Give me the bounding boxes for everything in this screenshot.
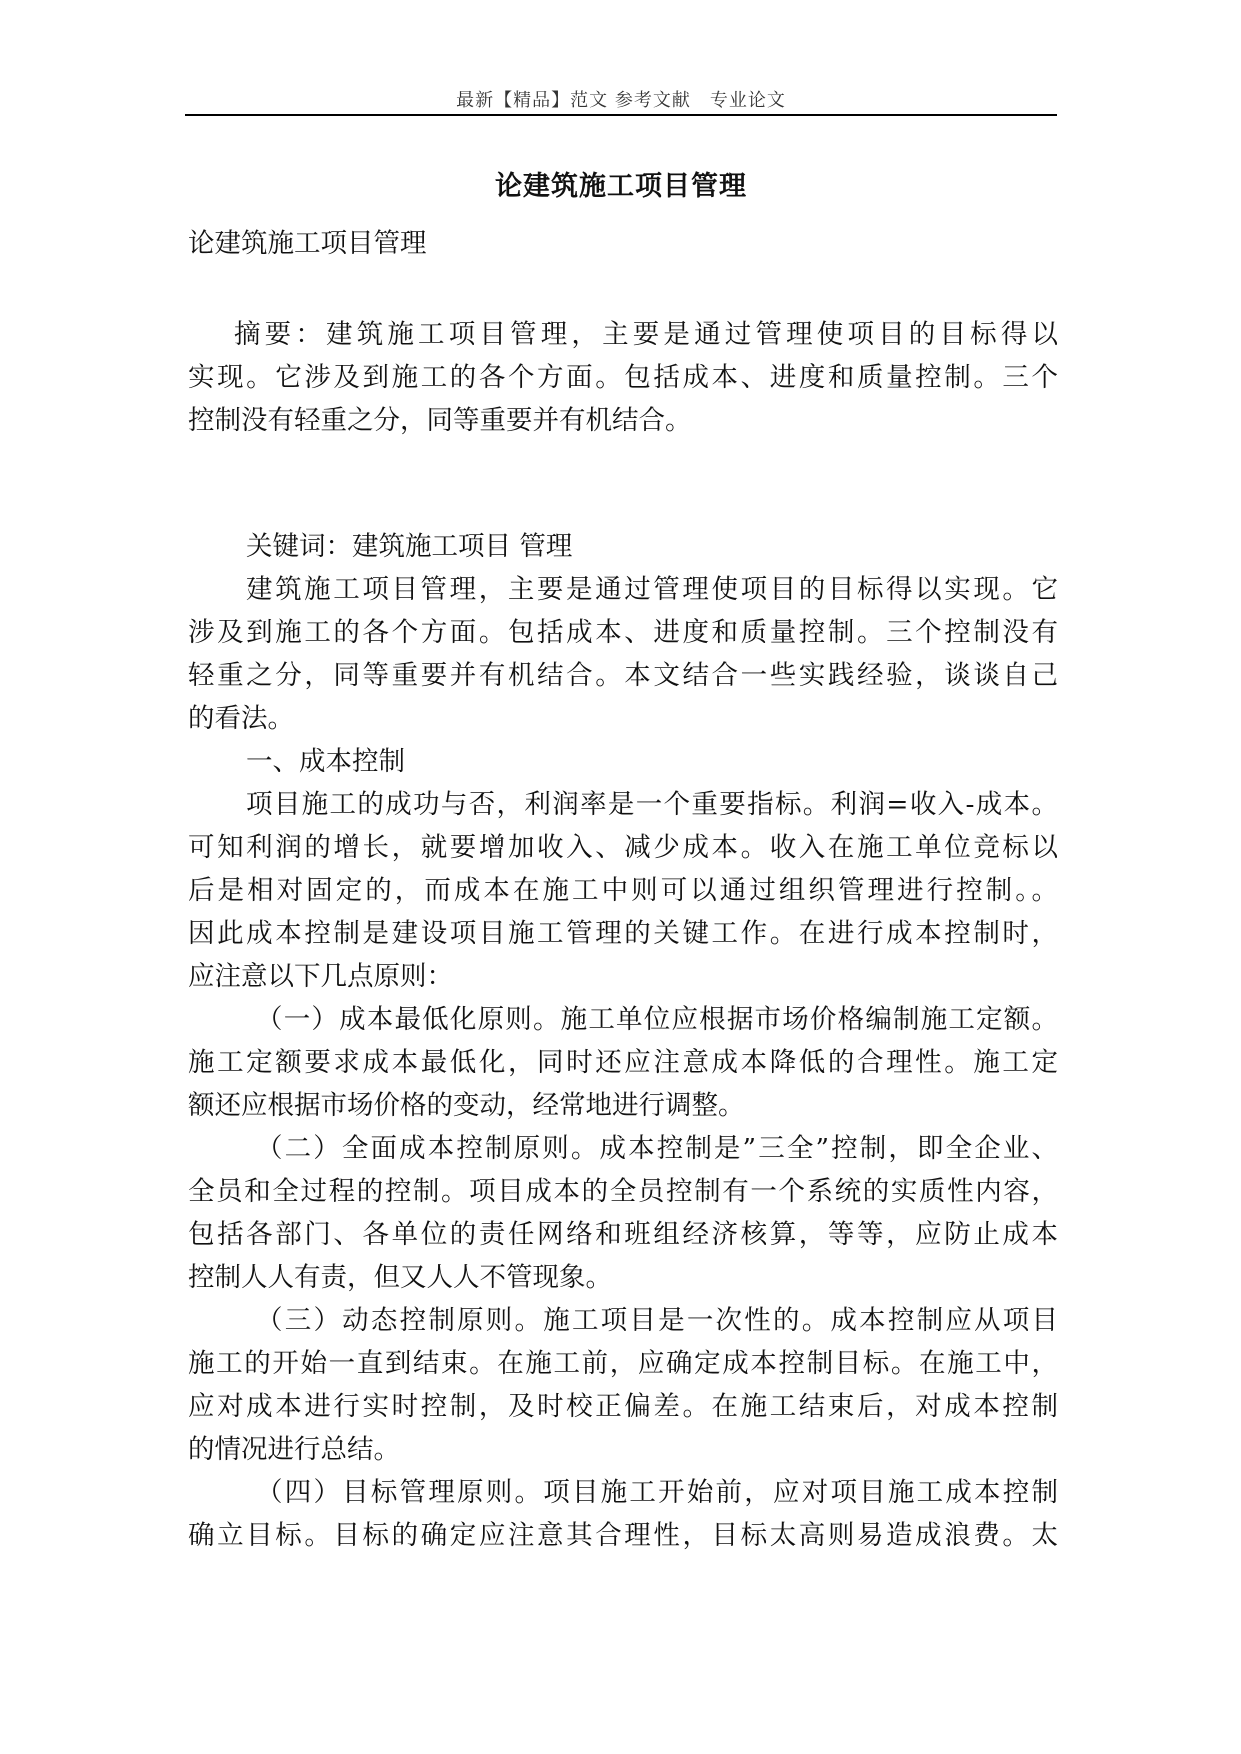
intro-line: 建筑施工项目管理，主要是通过管理使项目的目标得以实现。它 [246, 574, 1058, 605]
spacer [188, 442, 1058, 488]
intro-line: 的看法。 [188, 703, 294, 734]
keywords-line: 关键词：建筑施工项目 管理 [246, 531, 573, 562]
abstract-line: 摘要：建筑施工项目管理，主要是通过管理使项目的目标得以 [234, 319, 1058, 350]
subtitle: 论建筑施工项目管理 [188, 228, 427, 259]
section1-line: 因此成本控制是建设项目施工管理的关键工作。在进行成本控制时， [188, 918, 1058, 949]
section1-line: 后是相对固定的，而成本在施工中则可以通过组织管理进行控制。。 [188, 875, 1058, 906]
principle1-line: （一）成本最低化原则。施工单位应根据市场价格编制施工定额。 [256, 1004, 1058, 1035]
section1-paragraph [188, 783, 1058, 998]
principle2-line: 包括各部门、各单位的责任网络和班组经济核算，等等，应防止成本 [188, 1219, 1058, 1250]
page-header: 最新【精品】范文 参考文献 专业论文 [456, 90, 786, 111]
header-divider [185, 114, 1057, 116]
principle2-paragraph [188, 1127, 1058, 1299]
spacer [188, 265, 1058, 313]
document-body [188, 222, 1058, 1557]
intro-paragraph [188, 568, 1058, 740]
section1-line: 项目施工的成功与否，利润率是一个重要指标。利润=收入-成本。 [246, 789, 1058, 820]
principle2-line: 全员和全过程的控制。项目成本的全员控制有一个系统的实质性内容， [188, 1176, 1058, 1207]
abstract-line: 实现。它涉及到施工的各个方面。包括成本、进度和质量控制。三个 [188, 362, 1058, 393]
principle2-line: （二）全面成本控制原则。成本控制是”三全”控制，即全企业、 [256, 1133, 1058, 1164]
principle4-line: （四）目标管理原则。项目施工开始前，应对项目施工成本控制 [256, 1477, 1058, 1508]
abstract-line: 控制没有轻重之分，同等重要并有机结合。 [188, 405, 692, 436]
principle2-line: 控制人人有责，但又人人不管现象。 [188, 1262, 612, 1293]
section-heading: 一、成本控制 [246, 746, 405, 777]
section1-line: 可知利润的增长，就要增加收入、减少成本。收入在施工单位竞标以 [188, 832, 1058, 863]
section1-line: 应注意以下几点原则： [188, 961, 453, 992]
document-title: 论建筑施工项目管理 [495, 171, 747, 202]
principle1-line: 施工定额要求成本最低化，同时还应注意成本降低的合理性。施工定 [188, 1047, 1058, 1078]
principle3-line: 施工的开始一直到结束。在施工前，应确定成本控制目标。在施工中， [188, 1348, 1058, 1379]
principle3-line: 的情况进行总结。 [188, 1434, 400, 1465]
principle4-paragraph [188, 1471, 1058, 1557]
spacer [188, 488, 1058, 525]
principle1-line: 额还应根据市场价格的变动，经常地进行调整。 [188, 1090, 745, 1121]
principle4-line: 确立目标。目标的确定应注意其合理性，目标太高则易造成浪费。太 [188, 1520, 1058, 1551]
principle3-line: 应对成本进行实时控制，及时校正偏差。在施工结束后，对成本控制 [188, 1391, 1058, 1422]
abstract-paragraph [188, 313, 1058, 442]
intro-line: 轻重之分，同等重要并有机结合。本文结合一些实践经验，谈谈自己 [188, 660, 1058, 691]
principle3-paragraph [188, 1299, 1058, 1471]
principle1-paragraph [188, 998, 1058, 1127]
intro-line: 涉及到施工的各个方面。包括成本、进度和质量控制。三个控制没有 [188, 617, 1058, 648]
principle3-line: （三）动态控制原则。施工项目是一次性的。成本控制应从项目 [256, 1305, 1058, 1336]
